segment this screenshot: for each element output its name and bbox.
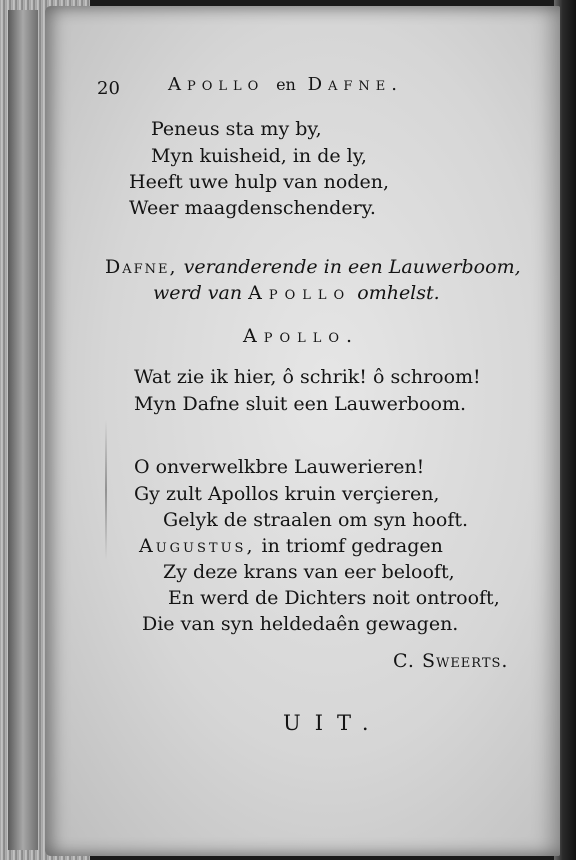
verse-line: Heeft uwe hulp van noden,: [129, 171, 389, 193]
page-number: 20: [97, 78, 120, 99]
scene-heading-line-2: [153, 282, 440, 304]
verse-line: Gy zult Apollos kruin verçieren,: [134, 483, 440, 505]
verse-line: Gelyk de straalen om syn hooft.: [163, 509, 469, 531]
verse-line: Myn Dafne sluit een Lauwerboom.: [134, 393, 467, 415]
name-augustus: Augustus,: [139, 535, 256, 557]
verse-line: [139, 535, 443, 557]
scene-name-dafne: Dafne,: [105, 256, 178, 278]
paper-crease: [105, 420, 107, 560]
verse-line: Die van syn heldedaên gewagen.: [142, 613, 459, 635]
verse-line: Peneus sta my by,: [151, 118, 322, 140]
verse-line: Zy deze krans van eer belooft,: [163, 561, 455, 583]
verse-line: Wat zie ik hier, ô schrik! ô schroom!: [134, 366, 481, 388]
page-stack: [8, 10, 38, 850]
verse-line: En werd de Dichters noit ontrooft,: [168, 587, 500, 609]
running-title: [168, 74, 403, 96]
scene-heading-line-1: [105, 256, 521, 278]
uit-footer: UIT.: [283, 711, 383, 735]
verse-line: Myn kuisheid, in de ly,: [151, 145, 367, 167]
speaker-name: Apollo.: [243, 325, 360, 347]
scene-heading-text: werd van: [153, 282, 243, 304]
verse-text: in triomf gedragen: [261, 535, 443, 557]
scene-heading-text: veranderende in een Lauwerboom,: [183, 256, 521, 278]
scene-name-apollo: Apollo: [248, 282, 352, 304]
verse-line: O onverwelkbre Lauwerieren!: [134, 456, 425, 478]
scene-heading-text: omhelst.: [357, 282, 440, 304]
author-signature: C. Sweerts.: [393, 650, 509, 672]
running-title-conj: en: [276, 75, 296, 94]
verse-line: Weer maagdenschendery.: [129, 197, 376, 219]
running-title-part2: Dafne.: [307, 74, 404, 95]
running-title-part1: Apollo: [168, 74, 265, 95]
